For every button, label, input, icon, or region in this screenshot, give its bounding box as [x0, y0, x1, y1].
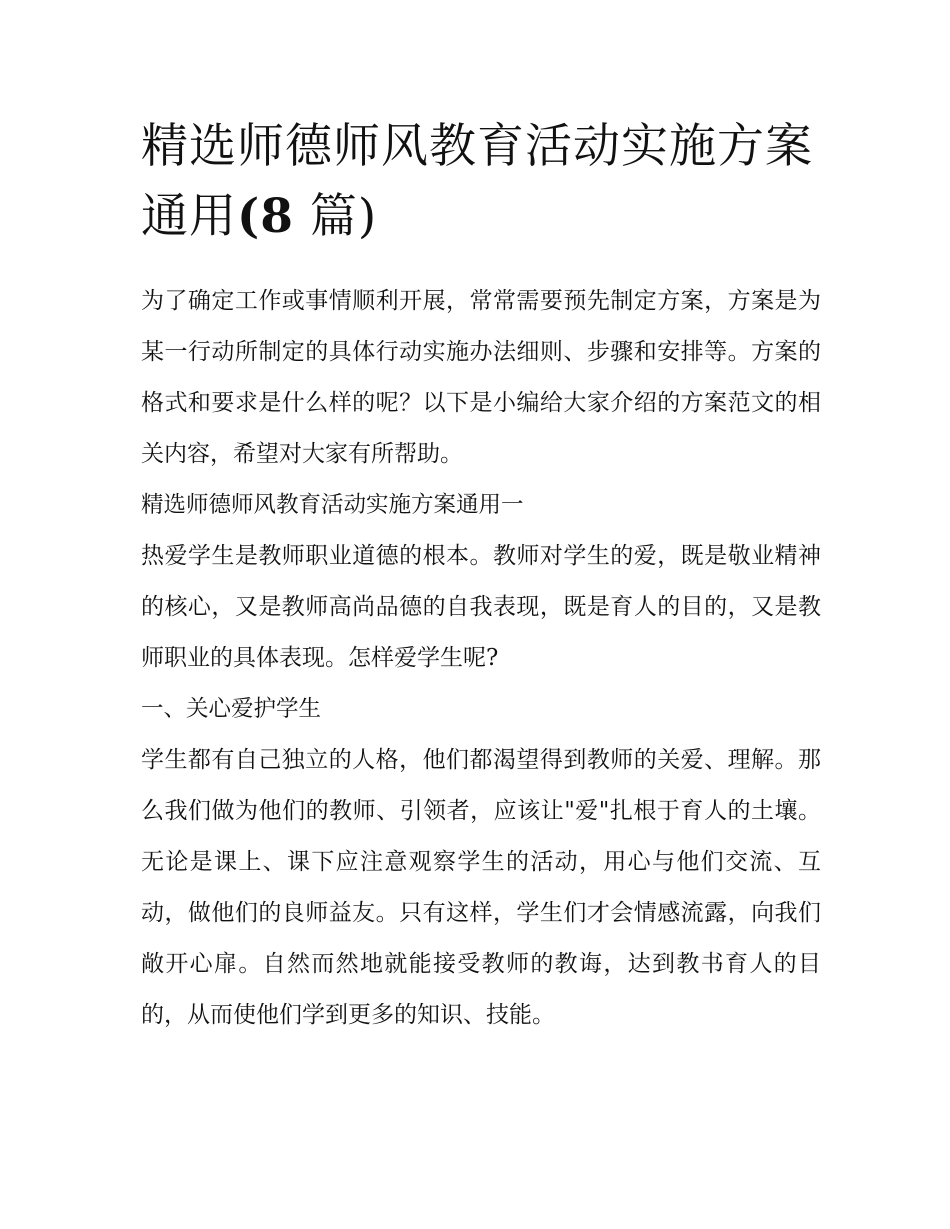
document-body — [141, 112, 821, 1041]
subsection-heading: 一、关心爱护学生 — [141, 696, 322, 722]
body-paragraph: 热爱学生是教师职业道德的根本。教师对学生的爱，既是敬业精神的核心，又是教师高尚品德的自我表现，既是育人的目的，又是教师职业的具体表现。怎样爱学生呢? — [141, 543, 821, 671]
section-heading: 精选师德师风教育活动实施方案通用一 — [141, 492, 524, 518]
document-title: 精选师德师风教育活动实施方案通用(8 篇) — [141, 119, 813, 244]
intro-paragraph: 为了确定工作或事情顺利开展，常常需要预先制定方案，方案是为某一行动所制定的具体行动实施办法细则、步骤和安排等。方案的格式和要求是什么样的呢？以下是小编给大家介绍的方案范文的相关内容，希望对大家有所帮助。 — [141, 288, 821, 467]
body-paragraph: 学生都有自己独立的人格，他们都渴望得到教师的关爱、理解。那么我们做为他们的教师、引领者，应该让"爱"扎根于育人的土壤。无论是课上、课下应注意观察学生的活动，用心与他们交流、互动，做他们的良师益友。只有这样，学生们才会情感流露，向我们敞开心扉。自然而然地就能接受教师的教诲，达到教书育人的目的，从而使他们学到更多的知识、技能。 — [141, 747, 821, 1028]
title-count: (8 — [237, 189, 294, 244]
